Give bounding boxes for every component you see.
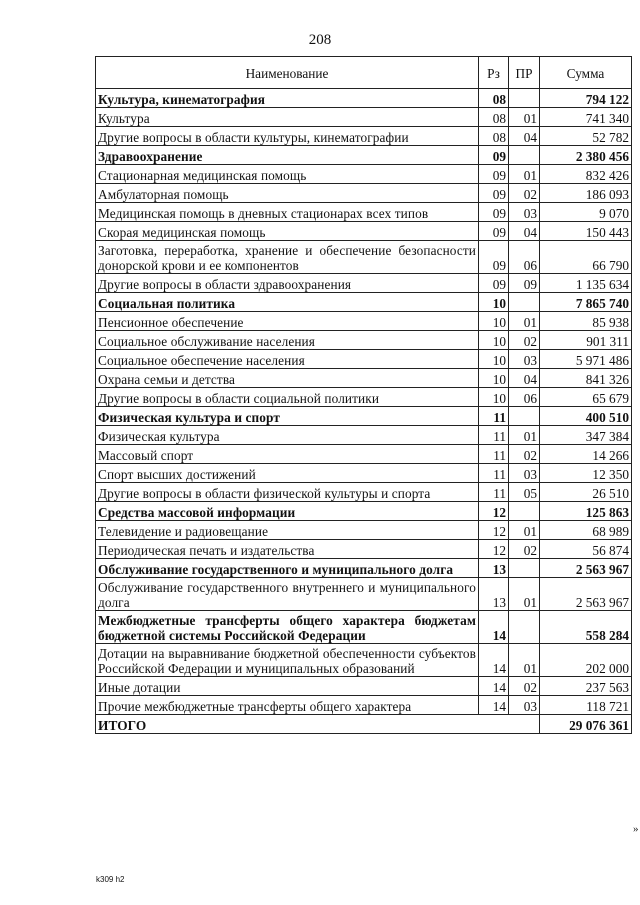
row-pr: 03 bbox=[509, 203, 540, 222]
table-row bbox=[96, 203, 632, 222]
row-sum: 832 426 bbox=[540, 165, 632, 184]
table-body bbox=[96, 89, 632, 715]
row-rz: 11 bbox=[479, 407, 509, 426]
table-row bbox=[96, 108, 632, 127]
table-header-row bbox=[96, 57, 632, 89]
row-name: Пенсионное обеспечение bbox=[96, 312, 479, 331]
row-sum: 794 122 bbox=[540, 89, 632, 108]
section-row bbox=[96, 89, 632, 108]
row-rz: 14 bbox=[479, 644, 509, 677]
row-sum: 741 340 bbox=[540, 108, 632, 127]
row-sum: 14 266 bbox=[540, 445, 632, 464]
row-name: Охрана семьи и детства bbox=[96, 369, 479, 388]
row-name: Социальное обслуживание населения bbox=[96, 331, 479, 350]
table-row bbox=[96, 350, 632, 369]
row-name: Амбулаторная помощь bbox=[96, 184, 479, 203]
row-pr bbox=[509, 293, 540, 312]
table-row bbox=[96, 426, 632, 445]
table-row bbox=[96, 696, 632, 715]
row-name: Другие вопросы в области культуры, кинематографии bbox=[96, 127, 479, 146]
row-rz: 09 bbox=[479, 274, 509, 293]
table-row bbox=[96, 274, 632, 293]
row-sum: 9 070 bbox=[540, 203, 632, 222]
row-name: Спорт высших достижений bbox=[96, 464, 479, 483]
row-rz: 09 bbox=[479, 184, 509, 203]
row-pr: 01 bbox=[509, 578, 540, 611]
row-rz: 10 bbox=[479, 388, 509, 407]
row-name: Медицинская помощь в дневных стационарах всех типов bbox=[96, 203, 479, 222]
row-pr: 01 bbox=[509, 312, 540, 331]
row-pr bbox=[509, 502, 540, 521]
row-pr: 03 bbox=[509, 696, 540, 715]
row-name: Прочие межбюджетные трансферты общего характера bbox=[96, 696, 479, 715]
row-rz: 11 bbox=[479, 426, 509, 445]
row-name: Культура bbox=[96, 108, 479, 127]
row-sum: 68 989 bbox=[540, 521, 632, 540]
row-sum: 558 284 bbox=[540, 611, 632, 644]
header-name: Наименование bbox=[96, 57, 479, 89]
section-row bbox=[96, 146, 632, 165]
row-rz: 10 bbox=[479, 350, 509, 369]
row-pr: 02 bbox=[509, 540, 540, 559]
row-rz: 11 bbox=[479, 464, 509, 483]
row-sum: 56 874 bbox=[540, 540, 632, 559]
row-sum: 841 326 bbox=[540, 369, 632, 388]
table-row bbox=[96, 483, 632, 502]
header-rz: Рз bbox=[479, 57, 509, 89]
row-name: Здравоохранение bbox=[96, 146, 479, 165]
table-row bbox=[96, 578, 632, 611]
budget-table bbox=[95, 56, 632, 734]
table-row bbox=[96, 331, 632, 350]
row-pr: 04 bbox=[509, 127, 540, 146]
row-name: Физическая культура и спорт bbox=[96, 407, 479, 426]
row-rz: 14 bbox=[479, 677, 509, 696]
row-sum: 118 721 bbox=[540, 696, 632, 715]
table-row bbox=[96, 312, 632, 331]
table-row bbox=[96, 521, 632, 540]
row-rz: 09 bbox=[479, 222, 509, 241]
table-row bbox=[96, 464, 632, 483]
header-pr: ПР bbox=[509, 57, 540, 89]
row-name: Обслуживание государственного и муниципального долга bbox=[96, 559, 479, 578]
row-name: Иные дотации bbox=[96, 677, 479, 696]
row-rz: 11 bbox=[479, 445, 509, 464]
row-rz: 09 bbox=[479, 146, 509, 165]
row-rz: 10 bbox=[479, 331, 509, 350]
row-rz: 14 bbox=[479, 611, 509, 644]
row-rz: 10 bbox=[479, 293, 509, 312]
row-rz: 09 bbox=[479, 165, 509, 184]
row-sum: 66 790 bbox=[540, 241, 632, 274]
row-sum: 901 311 bbox=[540, 331, 632, 350]
row-rz: 13 bbox=[479, 559, 509, 578]
table-row bbox=[96, 165, 632, 184]
row-pr: 01 bbox=[509, 521, 540, 540]
row-sum: 186 093 bbox=[540, 184, 632, 203]
row-name: Средства массовой информации bbox=[96, 502, 479, 521]
row-name: Другие вопросы в области физической культуры и спорта bbox=[96, 483, 479, 502]
row-sum: 65 679 bbox=[540, 388, 632, 407]
row-sum: 5 971 486 bbox=[540, 350, 632, 369]
row-pr: 01 bbox=[509, 108, 540, 127]
table-row bbox=[96, 127, 632, 146]
row-sum: 12 350 bbox=[540, 464, 632, 483]
row-rz: 08 bbox=[479, 108, 509, 127]
row-pr: 02 bbox=[509, 677, 540, 696]
row-name: Физическая культура bbox=[96, 426, 479, 445]
section-row bbox=[96, 502, 632, 521]
row-name: Заготовка, переработка, хранение и обеспечение безопасности донорской крови и ее компонентов bbox=[96, 241, 479, 274]
row-pr: 05 bbox=[509, 483, 540, 502]
row-pr bbox=[509, 89, 540, 108]
page-number: 208 bbox=[308, 32, 332, 48]
row-pr: 04 bbox=[509, 222, 540, 241]
row-rz: 12 bbox=[479, 540, 509, 559]
row-name: Скорая медицинская помощь bbox=[96, 222, 479, 241]
row-name: Социальная политика bbox=[96, 293, 479, 312]
row-rz: 11 bbox=[479, 483, 509, 502]
row-sum: 125 863 bbox=[540, 502, 632, 521]
table-row bbox=[96, 369, 632, 388]
row-rz: 08 bbox=[479, 89, 509, 108]
table-row bbox=[96, 677, 632, 696]
row-pr: 02 bbox=[509, 331, 540, 350]
row-sum: 52 782 bbox=[540, 127, 632, 146]
row-pr: 01 bbox=[509, 644, 540, 677]
total-row bbox=[96, 715, 632, 734]
table-row bbox=[96, 540, 632, 559]
table-row bbox=[96, 644, 632, 677]
row-name: Социальное обеспечение населения bbox=[96, 350, 479, 369]
row-rz: 14 bbox=[479, 696, 509, 715]
row-rz: 12 bbox=[479, 521, 509, 540]
row-sum: 150 443 bbox=[540, 222, 632, 241]
row-rz: 12 bbox=[479, 502, 509, 521]
row-pr bbox=[509, 146, 540, 165]
row-pr: 03 bbox=[509, 464, 540, 483]
row-name: Периодическая печать и издательства bbox=[96, 540, 479, 559]
table-row bbox=[96, 222, 632, 241]
row-pr: 03 bbox=[509, 350, 540, 369]
total-label: ИТОГО bbox=[96, 715, 540, 734]
row-pr bbox=[509, 559, 540, 578]
header-sum: Сумма bbox=[540, 57, 632, 89]
edge-mark: » bbox=[633, 823, 639, 835]
row-sum: 237 563 bbox=[540, 677, 632, 696]
row-sum: 202 000 bbox=[540, 644, 632, 677]
row-pr: 09 bbox=[509, 274, 540, 293]
section-row bbox=[96, 293, 632, 312]
row-pr: 01 bbox=[509, 165, 540, 184]
row-rz: 10 bbox=[479, 369, 509, 388]
row-name: Другие вопросы в области здравоохранения bbox=[96, 274, 479, 293]
table-row bbox=[96, 184, 632, 203]
row-pr: 06 bbox=[509, 388, 540, 407]
row-sum: 2 380 456 bbox=[540, 146, 632, 165]
row-pr: 01 bbox=[509, 426, 540, 445]
row-pr: 02 bbox=[509, 184, 540, 203]
row-name: Культура, кинематография bbox=[96, 89, 479, 108]
row-sum: 26 510 bbox=[540, 483, 632, 502]
row-sum: 2 563 967 bbox=[540, 559, 632, 578]
row-sum: 1 135 634 bbox=[540, 274, 632, 293]
row-name: Телевидение и радиовещание bbox=[96, 521, 479, 540]
row-rz: 10 bbox=[479, 312, 509, 331]
section-row bbox=[96, 611, 632, 644]
row-pr: 02 bbox=[509, 445, 540, 464]
total-sum: 29 076 361 bbox=[540, 715, 632, 734]
row-name: Стационарная медицинская помощь bbox=[96, 165, 479, 184]
row-sum: 400 510 bbox=[540, 407, 632, 426]
row-sum: 7 865 740 bbox=[540, 293, 632, 312]
row-pr bbox=[509, 611, 540, 644]
table-row bbox=[96, 445, 632, 464]
row-rz: 09 bbox=[479, 241, 509, 274]
row-name: Другие вопросы в области социальной политики bbox=[96, 388, 479, 407]
row-rz: 13 bbox=[479, 578, 509, 611]
row-pr: 06 bbox=[509, 241, 540, 274]
row-name: Массовый спорт bbox=[96, 445, 479, 464]
row-sum: 2 563 967 bbox=[540, 578, 632, 611]
section-row bbox=[96, 559, 632, 578]
row-sum: 85 938 bbox=[540, 312, 632, 331]
row-name: Обслуживание государственного внутреннего и муниципального долга bbox=[96, 578, 479, 611]
table-row bbox=[96, 241, 632, 274]
row-rz: 08 bbox=[479, 127, 509, 146]
row-pr bbox=[509, 407, 540, 426]
footer-code: k309 h2 bbox=[96, 875, 125, 884]
row-sum: 347 384 bbox=[540, 426, 632, 445]
row-rz: 09 bbox=[479, 203, 509, 222]
row-name: Дотации на выравнивание бюджетной обеспеченности субъектов Российской Федерации и муниципальных образований bbox=[96, 644, 479, 677]
table-row bbox=[96, 388, 632, 407]
row-name: Межбюджетные трансферты общего характера бюджетам бюджетной системы Российской Федерации bbox=[96, 611, 479, 644]
row-pr: 04 bbox=[509, 369, 540, 388]
section-row bbox=[96, 407, 632, 426]
